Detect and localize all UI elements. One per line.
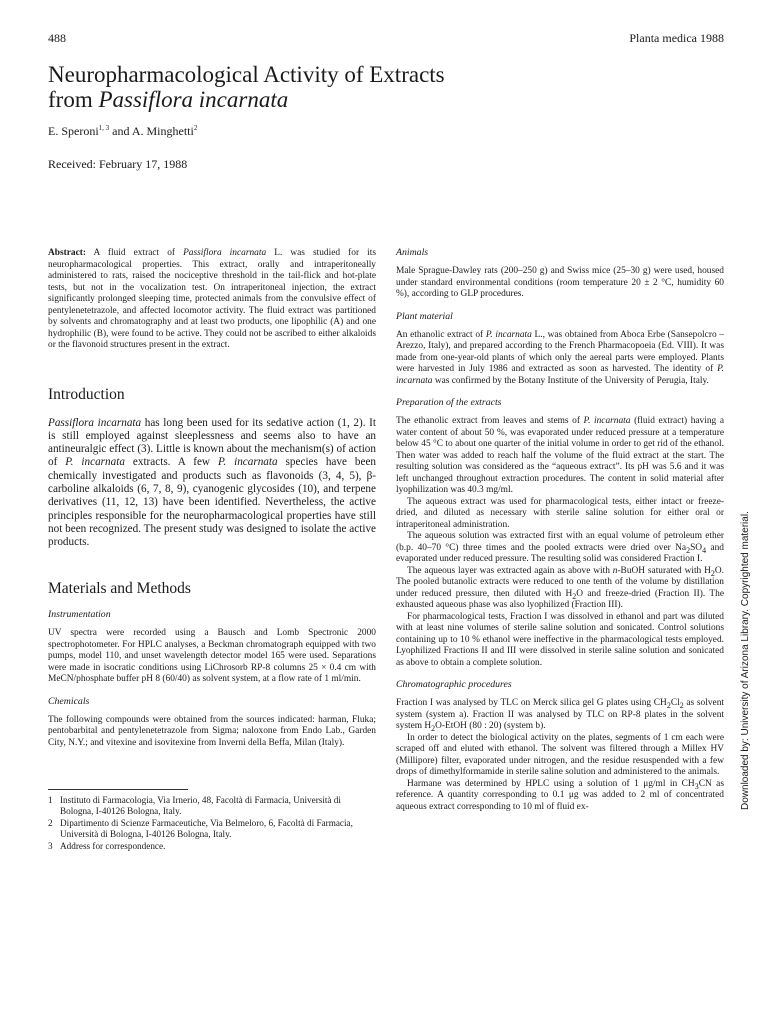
download-notice: Downloaded by: University of Arizona Library. Copyrighted material. [740,511,751,810]
intro-text-2: extracts. A few [124,456,218,469]
chromatographic-paragraph-2: In order to detect the biological activity on the plates, segments of 1 cm each were scraped off and eluted with ethanol. The solvent was filtered through a Millex HV (Millipore) filter, evaporated under nitrogen, and the residue resuspended with a few drops of dimethylformamide in sterile saline solution and administered to the animals. [396,732,724,777]
introduction-heading: Introduction [48,385,125,403]
author-2-affiliation: 2 [193,124,198,132]
abstract-text-1: A fluid extract of [86,248,184,258]
author-conjunction: and [109,124,132,138]
preparation-paragraph-2: The aqueous extract was used for pharmacological tests, either intact or freeze-dried, and diluted as necessary with sterile saline solution for either oral or intraperitoneal administration. [396,496,724,530]
plant-species-2: P. incarnata [396,364,724,386]
introduction-body [48,417,376,550]
preparation-heading: Preparation of the extracts [396,397,502,408]
chromatographic-paragraph-3: Harmane was determined by HPLC using a solution of 1 μg/ml in $CH_3CN$ as reference. A quantity corresponding to 0.1 μg was added to 2 ml of concentrated aqueous extract corresponding to 10 ml of fluid ex- [396,778,724,812]
left-column [48,248,376,853]
page-number: 488 [48,31,66,45]
chemicals-text: The following compounds were obtained from the sources indicated: harman, Fluka; pentobarbital and pentylenetetrazole from Sigma; naloxone from Endo Lab., Garden City, N.Y.; and vitexine and isovitexine from Inverni della Beffa, Milan (Italy). [48,714,376,748]
footnote-3: 3 Address for correspondence. [48,841,166,852]
preparation-paragraph-3: The aqueous solution was extracted first with an equal volume of petroleum ether (b.p. 40–70 °C) three times and the pooled extracts were dried over $Na_2SO_4$ and evaporated under reduced pressure. The resulting solid was considered Fraction I. [396,531,724,564]
chemicals-heading: Chemicals [48,695,90,707]
footnote-2: 2 Dipartimento di Scienze Farmaceutiche, Via Belmeloro, 6, Facoltà di Farmacia, Università di Bologna, I-40126 Bologna, Italy. [48,818,353,840]
abstract-text-2: L. was studied for its neuropharmacological properties. This extract, orally and intraperitoneally administered to rats, raised the nociceptive threshold in the tail-flick and hot-plate tests, but not in the vocalization test. On intraperitoneal injection, the extract significantly prolonged sleeping time, protected animals from the convulsive effect of pentylenetetrazole, and affected locomotor activity. The fluid extract was partitioned by solvents and chromatography and at least two products, one lipophilic (A) and one hydrophilic (B), were found to be active. They could not be ascribed to either alkaloids or the flavonoid structures present in the extract. [48,248,376,350]
abstract-species: Passiflora incarnata [183,248,267,258]
animals-body [396,266,724,301]
author-1-affiliation: 1, 3 [98,124,110,132]
plant-material-heading: Plant material [396,310,453,322]
methods-heading: Materials and Methods [48,580,191,598]
preparation-paragraph-1: The ethanolic extract from leaves and stems of P. incarnata (fluid extract) having a water content of about 50 %, was evaporated under reduced pressure at a temperature below 45 °C to about one quarter of the initial volume in order to get rid of the ethanol. Then water was added to reach half the volume of the fluid extract at the start. The resulting solution was considered as the “aqueous extract”. Its pH was 5.6 and it was left unchanged throughout extraction procedures. The content in solid material after lyophilization was 40.3 mg/ml. [396,416,724,495]
instrumentation-body [48,628,376,686]
plant-material-body: An ethanolic extract of P. incarnata L., was obtained from Aboca Erbe (Sansepolcro – Arezzo, Italy), and prepared according to the French Pharmacopoeia (Ed. VIII). It was made from one-year-old plants of which only the aereal parts were employed. Plants were harvested in July 1986 and extracted as soon as harvested. The identity of P. incarnata was confirmed by the Botany Institute of the University of Perugia, Italy. [396,329,724,386]
plant-species-1: P. incarnata [485,329,532,340]
instrumentation-text: UV spectra were recorded using a Bausch and Lomb Spectronic 2000 spectrophotometer. For HPLC analyses, a Beckman chromatograph equipped with two pumps, model 110, and unset wavelength detector model 165 were used. Separations were made in isocratic conditions using LiChrosorb RP-8 columns 25 × 0.4 cm with MeCN/phosphate buffer pH 8 (60/40) as solvent system, at a flow rate of 1 ml/min. [48,628,376,685]
preparation-paragraph-4: The aqueous layer was extracted again as above with n-BuOH saturated with $H_2O$. The pooled butanolic extracts were reduced to one tenth of the volume by distillation under reduced pressure, then diluted with $H_2O$ and freeze-dried (Fraction II). The exhausted aqueous phase was also lyophilized (Fraction III). [396,565,724,610]
intro-species-3: P. incarnata [217,456,278,469]
abstract [48,248,376,352]
journal-name: Planta medica 1988 [629,31,724,45]
right-column [396,247,724,813]
intro-text-3: species have been chemically investigated and products such as flavonoids (3, 4, 5), β-carboline alkaloids (6, 7, 8, 9), cyanogenic glycosides (10), and terpene derivatives (11, 12, 13) have been identified. Nevertheless, the active principles responsible for the neuropharmacological properties have still not been recognized. The present study was designed to isolate the active products. [48,456,377,549]
chromatographic-paragraph-1: Fraction I was analysed by TLC on Merck silica gel G plates using $CH_2Cl_2$ as solvent system (system a). Fraction II was analysed by TLC on RP-8 plates in the solvent system $H_2O$-EtOH (80 : 20) (system b). [396,698,724,733]
footnote-divider [48,789,188,790]
article-title [48,62,548,112]
chemicals-body [48,715,376,750]
chromatographic-heading: Chromatographic procedures [396,679,512,690]
animals-heading: Animals [396,247,429,258]
instrumentation-heading: Instrumentation [48,609,111,621]
footnotes [48,789,376,852]
chromatographic-body [396,698,724,813]
animals-text: Male Sprague-Dawley rats (200–250 g) and Swiss mice (25–30 g) were used, housed under standard environmental conditions (room temperature 20 ± 2 °C, humidity 60 %), according to GLP procedures. [396,266,724,299]
author-list [48,124,197,139]
intro-species-2: P. incarnata [65,456,125,469]
intro-species-1: Passiflora incarnata [48,416,142,429]
title-line-1: Neuropharmacological Activity of Extracts [48,62,445,87]
preparation-body [396,416,724,669]
footnote-1: 1 Instituto di Farmacologia, Via Irnerio, 48, Facoltà di Farmacia, Università di Bologna, I-40126 Bologna, Italy. [48,795,341,817]
intro-text-1: has long been used for its sedative action (1, 2). It is still employed against sleeplessness and seems also to have an antineuralgic effect (3). Little is known about the mechanism(s) of action of [48,416,376,469]
title-species: Passiflora incarnata [98,87,289,112]
author-2: A. Minghetti [131,124,194,138]
title-line-2-prefix: from [48,87,99,112]
author-1: E. Speroni [48,124,99,138]
received-date: Received: February 17, 1988 [48,157,188,171]
preparation-paragraph-5: For pharmacological tests, Fraction I was dissolved in ethanol and part was diluted with at least nine volumes of sterile saline solution and sonicated. Control solutions containing up to 10 % ethanol were ineffective in the pharmacological tests employed. Lyophilized Fractions II and III were dissolved in sterile saline solution and sonicated as above to obtain a complete solution. [396,611,724,668]
abstract-label: Abstract: [48,248,87,258]
